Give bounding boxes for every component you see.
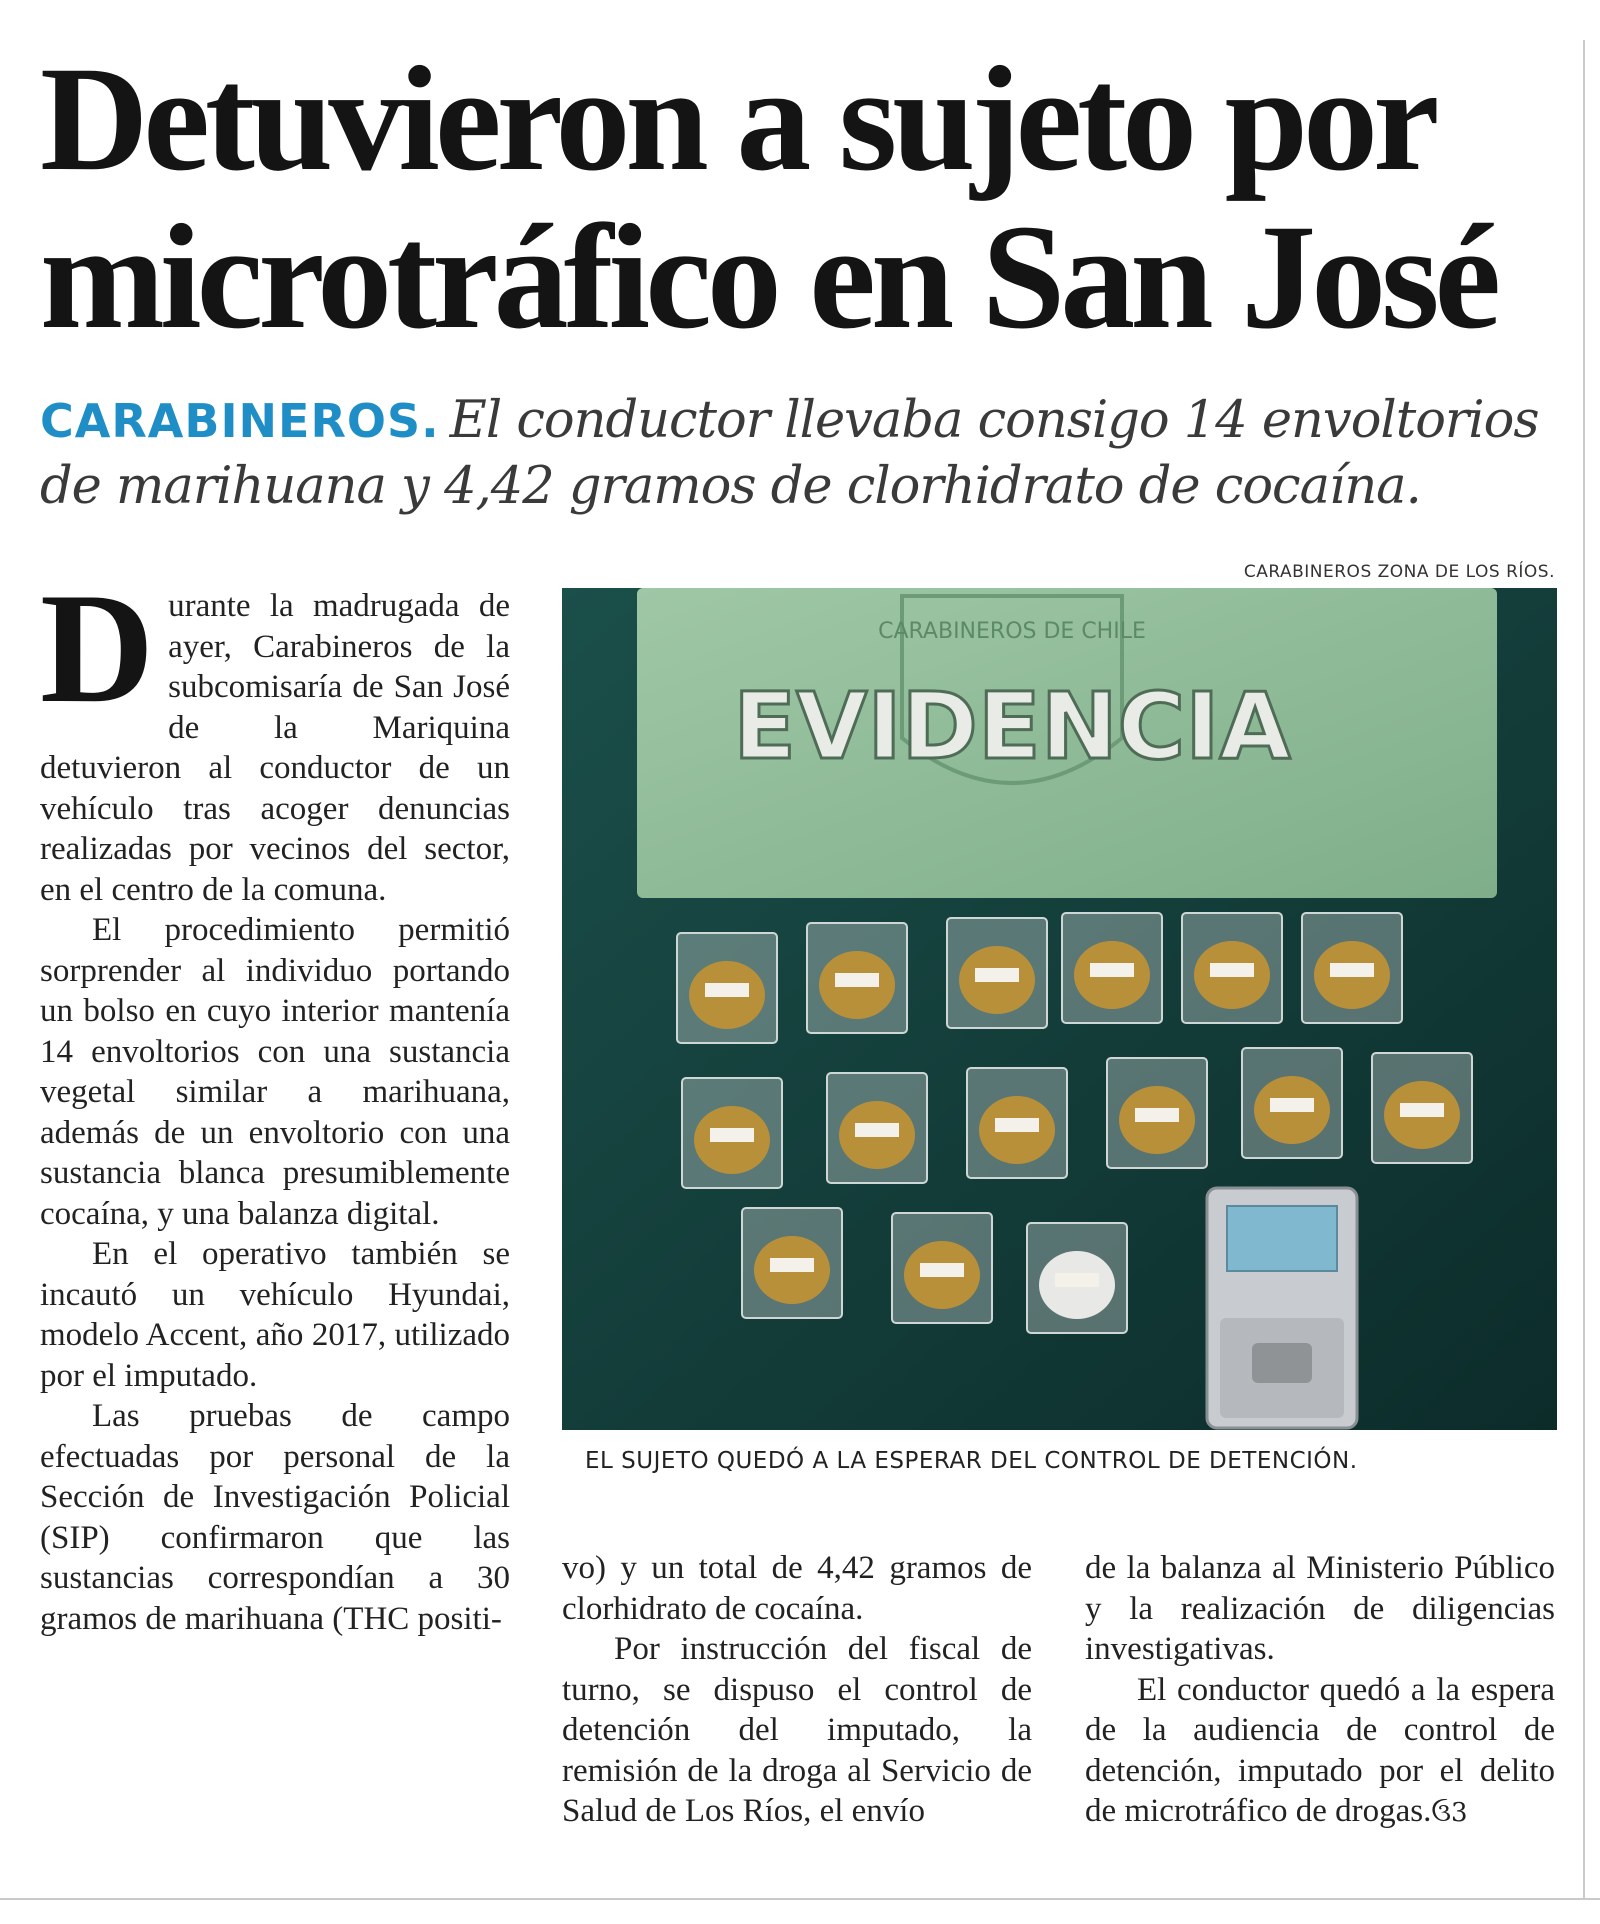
- paragraph-1: Durante la madrugada de ayer, Carabineros de la subcomisaría de San José de la Mariquina detuvieron al conductor de un vehículo tras acoger denuncias realizadas por vecinos del sector, en el centro de la comuna.: [40, 561, 510, 908]
- headline: [40, 36, 1560, 360]
- bag-icon: [892, 1213, 992, 1323]
- bag-icon: [1372, 1053, 1472, 1163]
- paragraph-2: El procedimiento permitió sorprender al individuo portando un bolso en cuyo interior mantenía 14 envoltorios con una sustancia vegetal similar a marihuana, además de un envoltorio con una sustancia blanca presumiblemente cocaína, y una balanza digital.: [40, 912, 510, 1232]
- bag-icon: [947, 918, 1047, 1028]
- paragraph-6: Por instrucción del fiscal de turno, se dispuso el control de detención del imputado, la remisión de la droga al Servicio de Salud de Los Ríos, el envío: [562, 1631, 1032, 1829]
- frame-border-right: [1583, 40, 1585, 1900]
- bag-icon: [1302, 913, 1402, 1023]
- paragraph-7: de la balanza al Ministerio Público y la realización de diligencias investigativas.: [1085, 1550, 1555, 1667]
- bag-icon: [682, 1078, 782, 1188]
- article-column-3: [1085, 1548, 1555, 1834]
- end-mark-icon: ઉ3: [1431, 1798, 1468, 1828]
- drop-cap: D: [40, 561, 155, 736]
- paragraph-4: Las pruebas de campo efectuadas por personal de la Sección de Investigación Policial (SIP) confirmaron que las sustancias correspondían a 30 gramos de marihuana (THC positi-: [40, 1398, 510, 1637]
- bag-icon: [807, 923, 907, 1033]
- bag-icon: [1062, 913, 1162, 1023]
- bag-icon: [1107, 1058, 1207, 1168]
- evidence-photo: [562, 588, 1557, 1430]
- bag-icon: [1182, 913, 1282, 1023]
- article-column-2: [562, 1548, 1032, 1832]
- kicker: CARABINEROS.: [40, 394, 440, 448]
- subheadline: [40, 388, 1560, 520]
- paragraph-8: El conductor quedó a la espera de la audiencia de control de detención, imputado por el delito de microtráfico de drogas.ઉ3: [1085, 1671, 1555, 1829]
- photo-credit: CARABINEROS ZONA DE LOS RÍOS.: [1243, 562, 1555, 582]
- article-column-1: [40, 561, 510, 1639]
- subheadline-text: El conductor llevaba consigo 14 envoltorios de marihuana y 4,42 gramos de clorhidrato de cocaína.: [40, 391, 1539, 516]
- frame-border-bottom: [0, 1898, 1600, 1900]
- bag-icon: [677, 933, 777, 1043]
- bag-icon: [967, 1068, 1067, 1178]
- board-evidence-text: EVIDENCIA: [733, 673, 1291, 780]
- bag-icon: [1027, 1223, 1127, 1333]
- digital-scale-icon: [1207, 1188, 1357, 1428]
- paragraph-3: En el operativo también se incautó un vehículo Hyundai, modelo Accent, año 2017, utilizado por el imputado.: [40, 1236, 510, 1394]
- photo-caption: EL SUJETO QUEDÓ A LA ESPERAR DEL CONTROL DE DETENCIÓN.: [585, 1448, 1358, 1474]
- bag-icon: [827, 1073, 927, 1183]
- headline-line-2: microtráfico en San José: [40, 194, 1497, 360]
- bag-icon: [742, 1208, 842, 1318]
- bag-icon: [1242, 1048, 1342, 1158]
- headline-line-1: Detuvieron a sujeto por: [40, 36, 1435, 202]
- board-org-text: CARABINEROS DE CHILE: [878, 619, 1146, 644]
- paragraph-5: vo) y un total de 4,42 gramos de clorhidrato de cocaína.: [562, 1550, 1032, 1627]
